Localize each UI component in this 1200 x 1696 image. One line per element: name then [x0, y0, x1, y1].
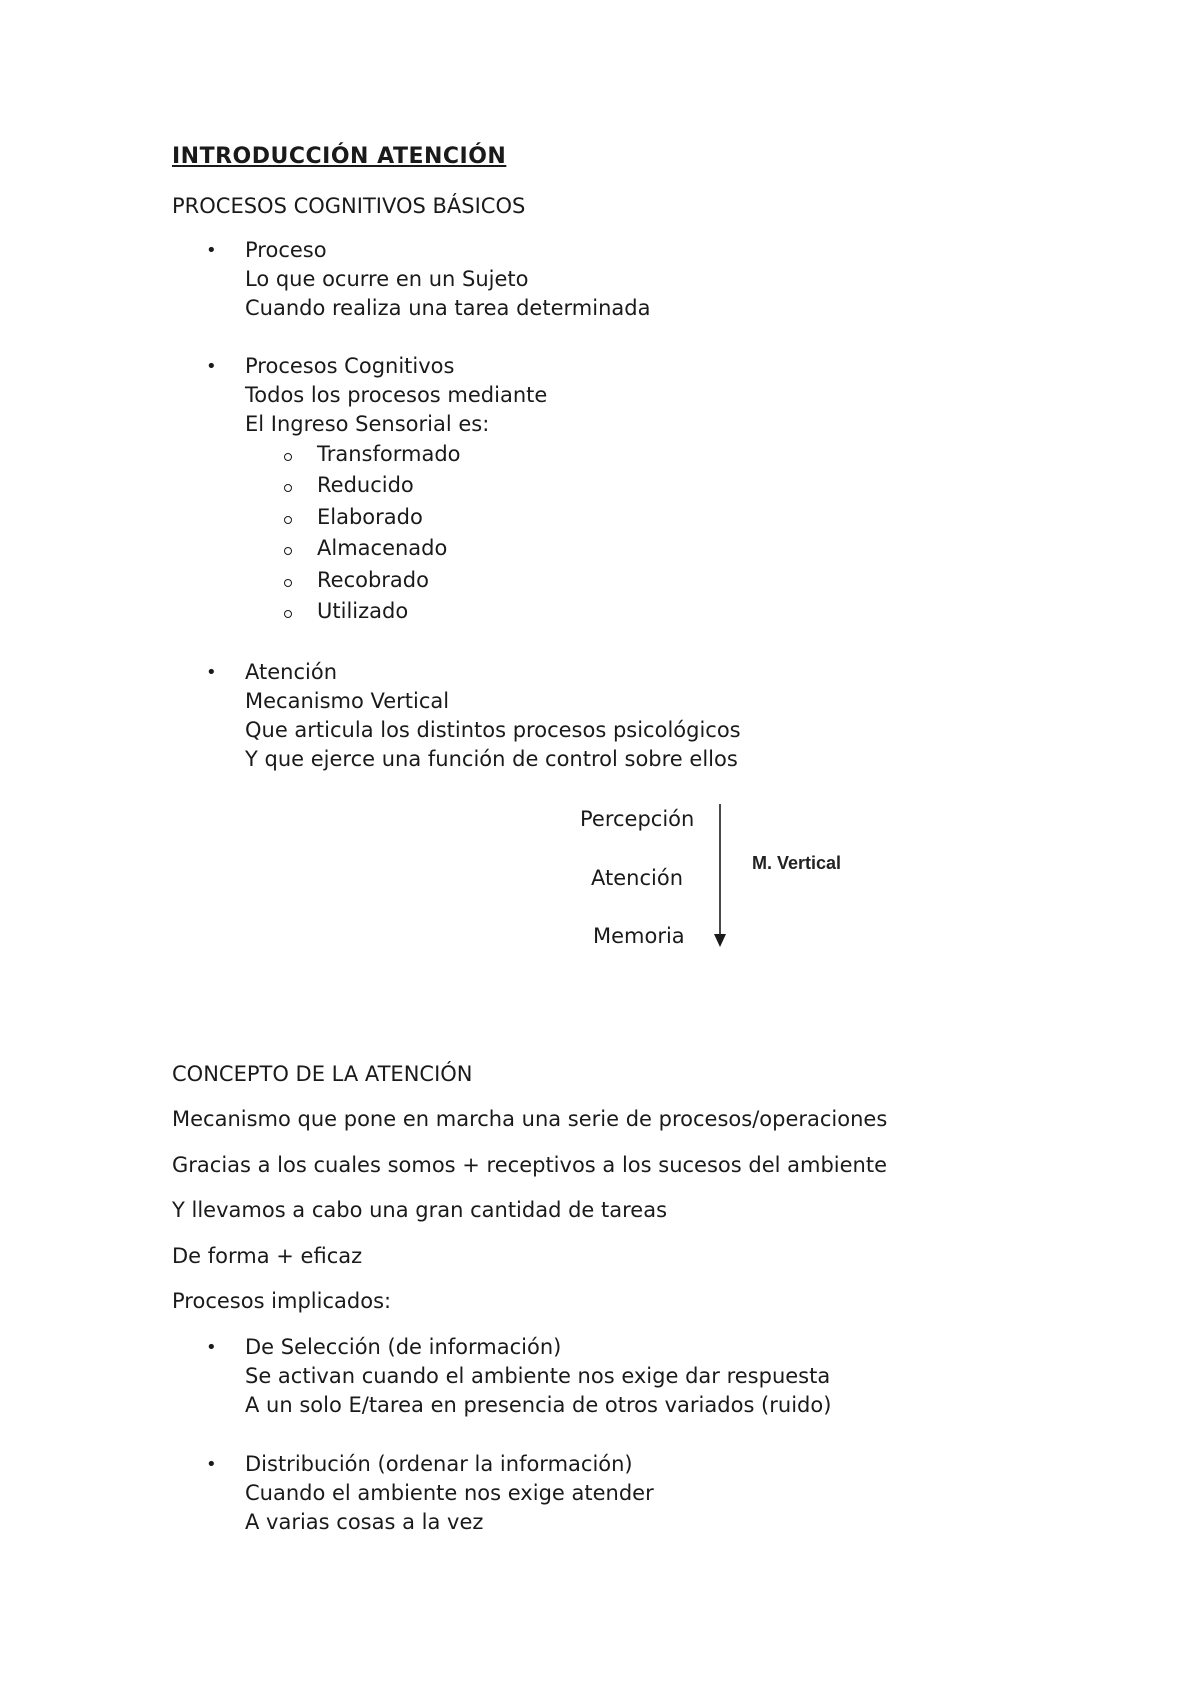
list-item-line: Se activan cuando el ambiente nos exige dar respuesta — [245, 1364, 831, 1388]
paragraph: Procesos implicados: — [172, 1289, 392, 1313]
list-item-line: Mecanismo Vertical — [245, 689, 450, 713]
list-item-label: Atención — [245, 660, 337, 684]
circle-bullet-icon — [284, 484, 292, 492]
sub-list-item: Recobrado — [317, 568, 429, 592]
sub-list-item: Reducido — [317, 473, 414, 497]
circle-bullet-icon — [284, 579, 292, 587]
list-item-label: Procesos Cognitivos — [245, 354, 455, 378]
list-item-label: De Selección (de información) — [245, 1335, 562, 1359]
section-heading: PROCESOS COGNITIVOS BÁSICOS — [172, 194, 526, 218]
bullet-icon: • — [206, 356, 217, 377]
bullet-icon: • — [206, 662, 217, 683]
list-item-label: Distribución (ordenar la información) — [245, 1452, 633, 1476]
paragraph: Gracias a los cuales somos + receptivos a los sucesos del ambiente — [172, 1153, 888, 1177]
list-item-line: Y que ejerce una función de control sobre ellos — [245, 747, 738, 771]
sub-list-item: Almacenado — [317, 536, 448, 560]
list-item-line: Todos los procesos mediante — [245, 383, 548, 407]
diagram-level-memory: Memoria — [593, 924, 685, 948]
list-item-line: Lo que ocurre en un Sujeto — [245, 267, 529, 291]
list-item-line: El Ingreso Sensorial es: — [245, 412, 490, 436]
diagram-level-attention: Atención — [591, 866, 683, 890]
page-title: INTRODUCCIÓN ATENCIÓN — [172, 144, 507, 169]
section-heading: CONCEPTO DE LA ATENCIÓN — [172, 1062, 473, 1086]
list-item-line: Cuando realiza una tarea determinada — [245, 296, 651, 320]
sub-list-item: Transformado — [317, 442, 461, 466]
paragraph: De forma + eficaz — [172, 1244, 363, 1268]
paragraph: Mecanismo que pone en marcha una serie de procesos/operaciones — [172, 1107, 888, 1131]
sub-list-item: Utilizado — [317, 599, 409, 623]
bullet-icon: • — [206, 240, 217, 261]
list-item-line: Que articula los distintos procesos psicológicos — [245, 718, 741, 742]
down-arrow-icon — [712, 802, 732, 950]
circle-bullet-icon — [284, 453, 292, 461]
diagram-arrow-label: M. Vertical — [752, 853, 842, 873]
paragraph: Y llevamos a cabo una gran cantidad de tareas — [172, 1198, 668, 1222]
list-item-line: Cuando el ambiente nos exige atender — [245, 1481, 654, 1505]
circle-bullet-icon — [284, 516, 292, 524]
diagram-level-perception: Percepción — [580, 807, 695, 831]
bullet-icon: • — [206, 1337, 217, 1358]
sub-list-item: Elaborado — [317, 505, 423, 529]
list-item-line: A un solo E/tarea en presencia de otros variados (ruido) — [245, 1393, 832, 1417]
circle-bullet-icon — [284, 610, 292, 618]
list-item-label: Proceso — [245, 238, 327, 262]
list-item-line: A varias cosas a la vez — [245, 1510, 484, 1534]
circle-bullet-icon — [284, 547, 292, 555]
bullet-icon: • — [206, 1454, 217, 1475]
